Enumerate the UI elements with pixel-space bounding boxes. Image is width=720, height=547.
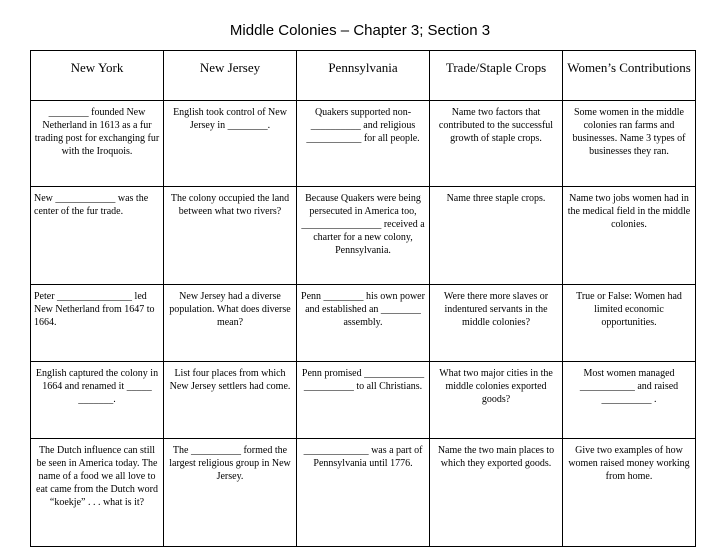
table-cell: Were there more slaves or indentured servants in the middle colonies? [430,285,563,362]
table-cell: True or False: Women had limited economic opportunities. [563,285,696,362]
table-cell: What two major cities in the middle colonies exported goods? [430,362,563,439]
table-cell: Quakers supported non-__________ and religious ___________ for all people. [297,101,430,187]
table-cell: Peter _______________ led New Netherland from 1647 to 1664. [31,285,164,362]
table-row [31,285,696,362]
table-cell: Some women in the middle colonies ran farms and businesses. Name 3 types of businesses they ran. [563,101,696,187]
table-cell: Name three staple crops. [430,187,563,285]
table-row [31,187,696,285]
column-header-pennsylvania: Pennsylvania [297,51,430,101]
table-row [31,362,696,439]
table-cell: Name the two main places to which they exported goods. [430,439,563,547]
table-cell: Penn ________ his own power and established an ________ assembly. [297,285,430,362]
column-header-new-jersey: New Jersey [164,51,297,101]
header-row [31,51,696,101]
column-header-womens-contributions: Women’s Contributions [563,51,696,101]
table-cell: Penn promised ____________ __________ to all Christians. [297,362,430,439]
table-cell: The Dutch influence can still be seen in America today. The name of a food we all love to eat came from the Dutch word “koekje” . . . what is it? [31,439,164,547]
column-header-new-york: New York [31,51,164,101]
table-cell: The __________ formed the largest religious group in New Jersey. [164,439,297,547]
table-cell: English took control of New Jersey in ________. [164,101,297,187]
table-cell: Name two jobs women had in the medical field in the middle colonies. [563,187,696,285]
table-cell: English captured the colony in 1664 and renamed it _____ _______. [31,362,164,439]
table-cell: Name two factors that contributed to the successful growth of staple crops. [430,101,563,187]
table-cell: New Jersey had a diverse population. What does diverse mean? [164,285,297,362]
table-cell: ________ founded New Netherland in 1613 as a fur trading post for exchanging fur with the Iroquois. [31,101,164,187]
page-title: Middle Colonies – Chapter 3; Section 3 [229,22,491,39]
table-cell: Most women managed ___________ and raised __________ . [563,362,696,439]
worksheet-table [30,50,696,547]
column-header-trade-staple-crops: Trade/Staple Crops [430,51,563,101]
table-cell: New ____________ was the center of the fur trade. [31,187,164,285]
table-cell: Give two examples of how women raised money working from home. [563,439,696,547]
table-cell: The colony occupied the land between what two rivers? [164,187,297,285]
table-row [31,439,696,547]
table-cell: List four places from which New Jersey settlers had come. [164,362,297,439]
table-cell: _____________ was a part of Pennsylvania until 1776. [297,439,430,547]
table-cell: Because Quakers were being persecuted in America too, ________________ received a charter for a new colony, Pennsylvania. [297,187,430,285]
table-row [31,101,696,187]
